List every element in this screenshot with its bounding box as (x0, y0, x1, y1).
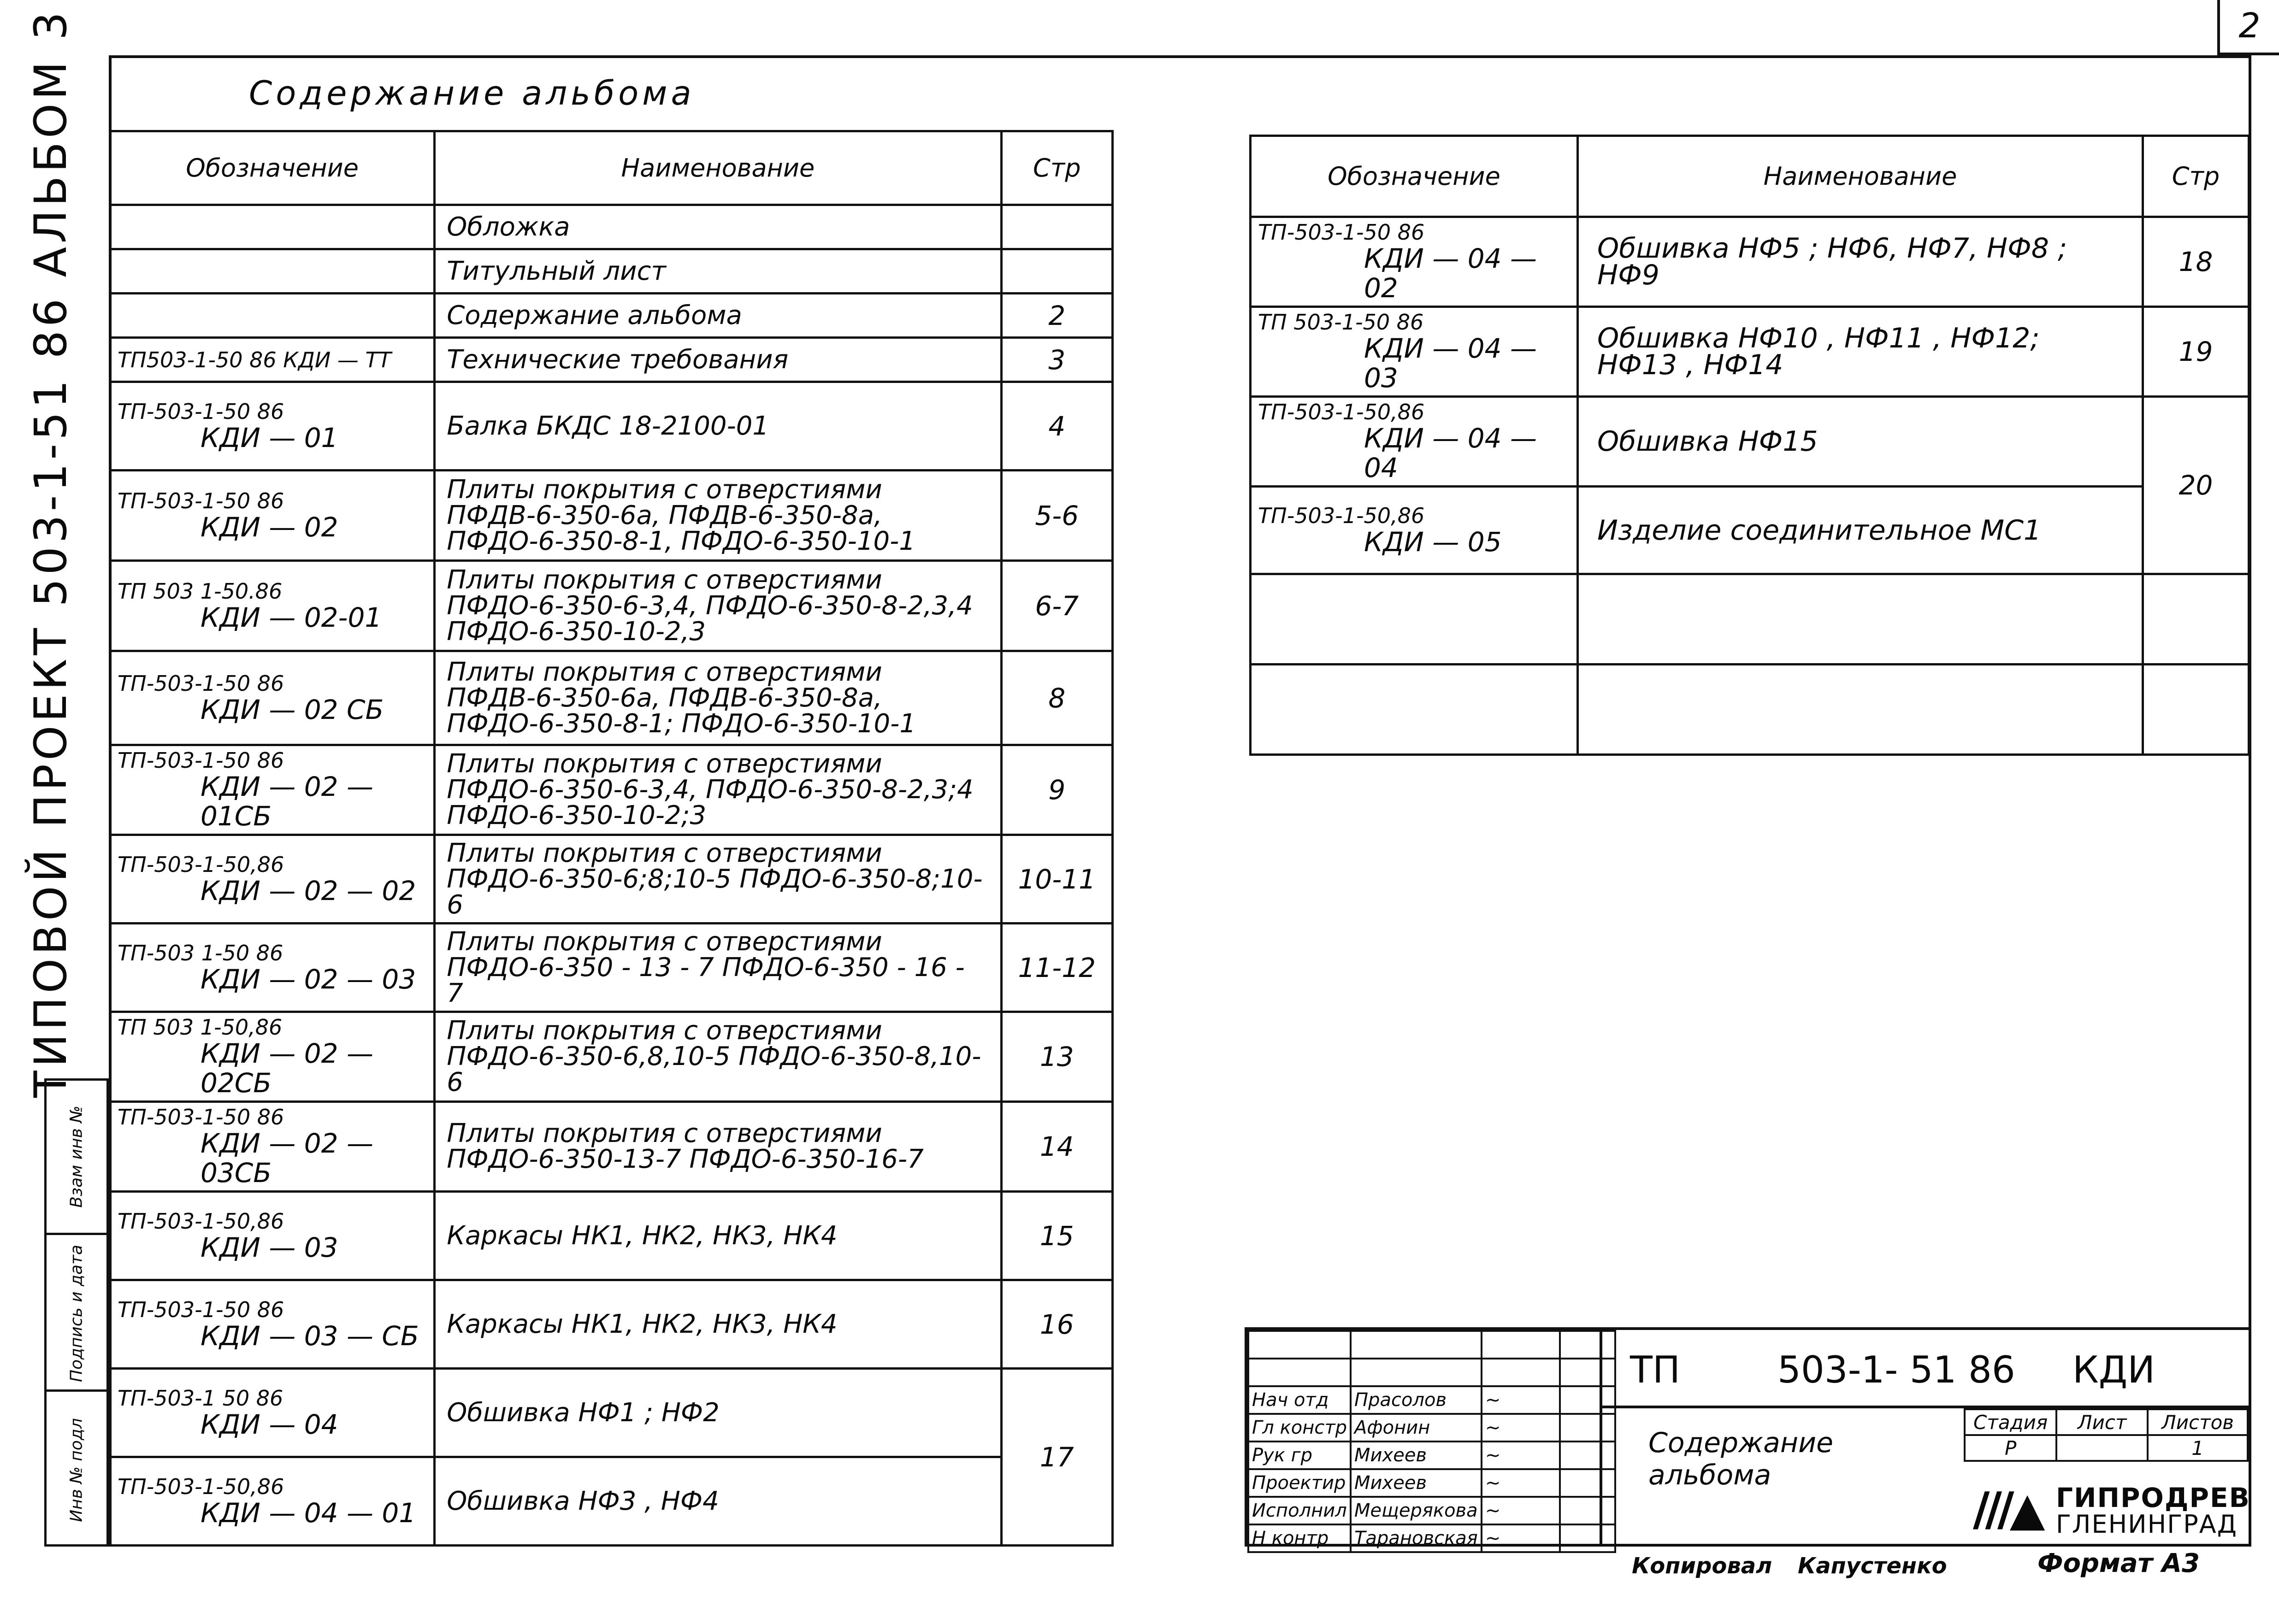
stage-value: Р (1965, 1435, 2056, 1461)
row-code (110, 745, 435, 835)
doc-prefix: ТП (1630, 1348, 1681, 1391)
page-number: 2 (2217, 0, 2279, 55)
row-code (1251, 487, 1578, 574)
code-mark: КДИ — 02 — 03 (201, 963, 416, 995)
row-code (110, 338, 435, 382)
code-mark: КДИ — 04 (201, 1408, 338, 1440)
signature-row (1248, 1386, 1615, 1414)
row-code (110, 1280, 435, 1369)
org-name: ГИПРОДРЕВ (2056, 1482, 2250, 1513)
contents-body-left (110, 205, 1113, 1546)
contents-table-right (1249, 135, 2250, 756)
row-name: Изделие соединительное МС1 (1578, 487, 2143, 574)
row-page (1001, 249, 1112, 294)
signature-row (1248, 1469, 1615, 1497)
row-code (110, 1457, 435, 1546)
row-code (110, 1192, 435, 1280)
row-code (110, 294, 435, 338)
code-mark: КДИ — 01 (201, 422, 338, 453)
row-page: 16 (1001, 1280, 1112, 1369)
signature-row (1248, 1442, 1615, 1469)
row-name: Обшивка НФ5 ; НФ6, НФ7, НФ8 ; НФ9 (1578, 217, 2143, 307)
sheet-title: Содержание альбома (1600, 1408, 1964, 1547)
row-page: 20 (2143, 397, 2249, 574)
signature-name: Михеев (1351, 1442, 1482, 1469)
code-mark: КДИ — 02 СБ (201, 694, 384, 725)
row-page: 2 (1001, 294, 1112, 338)
doc-suffix: КДИ (2072, 1348, 2155, 1391)
row-page (2143, 574, 2249, 665)
code-series: ТП-503-1-50 86 (118, 488, 284, 513)
table-row (1251, 307, 2249, 397)
signature-row (1248, 1359, 1615, 1386)
signature-name: Мещерякова (1351, 1497, 1482, 1524)
code-mark: КДИ — 02 — 01СБ (201, 771, 373, 832)
signature-role: Рук гр (1248, 1442, 1351, 1469)
table-row (110, 338, 1113, 382)
code-mark: КДИ — 04 — 01 (201, 1497, 416, 1529)
code-series: ТП 503 1-50.86 (118, 578, 283, 604)
sheets-label: Листов (2148, 1409, 2248, 1435)
row-code (110, 1102, 435, 1192)
signature-row (1248, 1331, 1615, 1359)
signature-role: Н контр (1248, 1524, 1351, 1552)
header-code: Обозначение (1251, 136, 1578, 217)
stamp-label: Инв № подл (67, 1418, 86, 1522)
header-page: Стр (2143, 136, 2249, 217)
signature-name: Михеев (1351, 1469, 1482, 1497)
signature-role: Проектир (1248, 1469, 1351, 1497)
title-block (1245, 1327, 2251, 1547)
table-row (1251, 574, 2249, 665)
row-page: 3 (1001, 338, 1112, 382)
organization-logo (1964, 1464, 2249, 1547)
table-row (110, 294, 1113, 338)
row-code (110, 561, 435, 651)
row-code (110, 835, 435, 924)
row-code (1251, 217, 1578, 307)
table-row (110, 205, 1113, 249)
row-page: 15 (1001, 1192, 1112, 1280)
table-row (110, 651, 1113, 745)
row-name: Обшивка НФ1 ; НФ2 (435, 1369, 1001, 1457)
table-row (1251, 665, 2249, 755)
table-header-row (110, 131, 1113, 205)
row-page: 18 (2143, 217, 2249, 307)
sheet-value (2056, 1435, 2148, 1461)
signature-name: Афонин (1351, 1414, 1482, 1442)
row-name: Плиты покрытия с отверстиями ПФДО-6-350-6-3,4, ПФДО-6-350-8-2,3;4 ПФДО-6-350-10-2;3 (435, 745, 1001, 835)
row-code (110, 205, 435, 249)
row-code (110, 249, 435, 294)
stage-table (1964, 1408, 2249, 1462)
row-code (110, 924, 435, 1012)
sheet-label: Лист (2056, 1409, 2148, 1435)
signature-row (1248, 1524, 1615, 1552)
row-code (110, 651, 435, 745)
code-series: ТП-503-1-50,86 (118, 852, 284, 877)
row-name: Плиты покрытия с отверстиями ПФДО-6-350-6;8;10-5 ПФДО-6-350-8;10-6 (435, 835, 1001, 924)
row-page: 19 (2143, 307, 2249, 397)
header-name: Наименование (1578, 136, 2143, 217)
stage-label: Стадия (1965, 1409, 2056, 1435)
row-page: 9 (1001, 745, 1112, 835)
document-designation (1600, 1330, 2249, 1408)
table-row (1251, 487, 2249, 574)
signature-sign: ~ (1482, 1497, 1560, 1524)
copied-label: Копировал (1632, 1553, 1772, 1579)
row-page: 13 (1001, 1012, 1112, 1102)
code-series: ТП-503 1-50 86 (118, 940, 283, 965)
stamp-strip (44, 1078, 109, 1547)
table-row (110, 1280, 1113, 1369)
row-page: 5-6 (1001, 471, 1112, 561)
stamp-cell (47, 1081, 106, 1233)
row-name: Обшивка НФ15 (1578, 397, 2143, 487)
row-code (1251, 665, 1578, 755)
row-name: Содержание альбома (435, 294, 1001, 338)
stage-value-row (1965, 1435, 2248, 1461)
signature-row (1248, 1414, 1615, 1442)
code-series: ТП-503-1-50 86 (118, 671, 284, 696)
table-row (110, 1102, 1113, 1192)
code-mark: КДИ — 02 — 02 (201, 875, 416, 906)
row-page: 8 (1001, 651, 1112, 745)
row-code (110, 1012, 435, 1102)
row-code (1251, 574, 1578, 665)
code-series: ТП-503-1-50 86 (118, 399, 284, 424)
row-name: Плиты покрытия с отверстиями ПФДО-6-350-6,8,10-5 ПФДО-6-350-8,10-6 (435, 1012, 1001, 1102)
signature-role: Гл констр (1248, 1414, 1351, 1442)
stage-header-row (1965, 1409, 2248, 1435)
row-code (110, 1369, 435, 1457)
code-series: ТП 503-1-50 86 (1258, 310, 1424, 335)
table-row (110, 1457, 1113, 1546)
row-name: Обшивка НФ10 , НФ11 , НФ12; НФ13 , НФ14 (1578, 307, 2143, 397)
code-series: ТП-503-1-50 86 (118, 748, 284, 773)
code-mark: КДИ — 04 — 03 (1364, 333, 1537, 394)
header-code: Обозначение (110, 131, 435, 205)
sheet-format: Формат А3 (2037, 1548, 2200, 1578)
row-page: 10-11 (1001, 835, 1112, 924)
code-mark: КДИ — 03 (201, 1231, 338, 1263)
signature-sign: ~ (1482, 1442, 1560, 1469)
row-name: Обложка (435, 205, 1001, 249)
row-name: Титульный лист (435, 249, 1001, 294)
code-mark: КДИ — 04 — 02 (1364, 243, 1537, 304)
code-series: ТП 503 1-50,86 (118, 1015, 283, 1040)
sheets-value: 1 (2148, 1435, 2248, 1461)
logo-mark-icon: ///▲ (1973, 1482, 2041, 1536)
row-page: 17 (1001, 1369, 1112, 1546)
code-series: ТП-503-1-50,86 (118, 1208, 284, 1234)
table-row (110, 471, 1113, 561)
row-name: Плиты покрытия с отверстиями ПФДО-6-350 - 13 - 7 ПФДО-6-350 - 16 - 7 (435, 924, 1001, 1012)
row-page: 14 (1001, 1102, 1112, 1192)
code-mark: КДИ — 05 (1364, 526, 1502, 558)
row-name: Плиты покрытия с отверстиями ПФДВ-6-350-6а, ПФДВ-6-350-8а, ПФДО-6-350-8-1, ПФДО-6-350-10-1 (435, 471, 1001, 561)
signature-sign: ~ (1482, 1386, 1560, 1414)
row-name: Плиты покрытия с отверстиями ПФДО-6-350-6-3,4, ПФДО-6-350-8-2,3,4 ПФДО-6-350-10-2,3 (435, 561, 1001, 651)
row-name: Обшивка НФ3 , НФ4 (435, 1457, 1001, 1546)
row-name: Технические требования (435, 338, 1001, 382)
row-name (1578, 665, 2143, 755)
vertical-project-title: ТИПОВОЙ ПРОЕКТ 503-1-51 86 АЛЬБОМ 3 (25, 8, 77, 1098)
code-mark: КДИ — 02 — 03СБ (201, 1128, 373, 1189)
table-row (110, 835, 1113, 924)
doc-number: 503-1- 51 86 (1777, 1348, 2015, 1391)
copied-name: Капустенко (1798, 1553, 1947, 1579)
stamp-label: Подпись и дата (67, 1244, 86, 1383)
row-code (1251, 397, 1578, 487)
code-series: ТП-503-1-50,86 (118, 1474, 284, 1499)
table-row (110, 1192, 1113, 1280)
code-series: ТП-503-1-50 86 (118, 1297, 284, 1322)
table-row (110, 382, 1113, 471)
row-page: 4 (1001, 382, 1112, 471)
table-row (110, 1369, 1113, 1457)
signature-sign: ~ (1482, 1469, 1560, 1497)
row-name: Каркасы НК1, НК2, НК3, НК4 (435, 1192, 1001, 1280)
code-mark: КДИ — 02 (201, 511, 338, 543)
code-series: ТП503-1-50 86 КДИ — ТТ (118, 347, 391, 372)
code-series: ТП-503-1-50 86 (1258, 220, 1425, 245)
signature-sign: ~ (1482, 1414, 1560, 1442)
stamp-cell (47, 1233, 106, 1392)
code-series: ТП-503-1 50 86 (118, 1385, 283, 1411)
row-name: Балка БКДС 18-2100-01 (435, 382, 1001, 471)
table-row (110, 561, 1113, 651)
row-page (1001, 205, 1112, 249)
signature-sign: ~ (1482, 1524, 1560, 1552)
code-mark: КДИ — 04 — 04 (1364, 423, 1537, 483)
row-code (110, 471, 435, 561)
code-series: ТП-503-1-50,86 (1258, 400, 1425, 424)
row-name: Плиты покрытия с отверстиями ПФДВ-6-350-6а, ПФДВ-6-350-8а, ПФДО-6-350-8-1; ПФДО-6-350-10-1 (435, 651, 1001, 745)
table-row (110, 249, 1113, 294)
header-name: Наименование (435, 131, 1001, 205)
table-header-row (1251, 136, 2249, 217)
contents-body-right (1251, 217, 2249, 755)
org-city: ГЛЕНИНГРАД (2056, 1510, 2238, 1539)
code-mark: КДИ — 02 — 02СБ (201, 1038, 373, 1099)
signature-name: Прасолов (1351, 1386, 1482, 1414)
code-mark: КДИ — 02-01 (201, 601, 382, 633)
signature-name: Тарановская (1351, 1524, 1482, 1552)
row-code (1251, 307, 1578, 397)
table-row (110, 1012, 1113, 1102)
code-mark: КДИ — 03 — СБ (201, 1320, 419, 1352)
code-series: ТП-503-1-50 86 (118, 1105, 284, 1130)
stamp-cell (47, 1389, 106, 1548)
row-code (110, 382, 435, 471)
code-series: ТП-503-1-50,86 (1258, 503, 1425, 528)
row-page: 6-7 (1001, 561, 1112, 651)
row-name (1578, 574, 2143, 665)
contents-table-left (109, 130, 1114, 1547)
row-page (2143, 665, 2249, 755)
signature-row (1248, 1497, 1615, 1524)
margin-title (5, 8, 97, 1098)
signature-role: Нач отд (1248, 1386, 1351, 1414)
table-row (110, 924, 1113, 1012)
contents-title: Содержание альбома (249, 74, 695, 112)
row-name: Плиты покрытия с отверстиями ПФДО-6-350-13-7 ПФДО-6-350-16-7 (435, 1102, 1001, 1192)
signature-table (1247, 1330, 1616, 1553)
stamp-label: Взам инв № (67, 1106, 86, 1208)
table-row (1251, 397, 2249, 487)
row-page: 11-12 (1001, 924, 1112, 1012)
table-row (1251, 217, 2249, 307)
header-page: Стр (1001, 131, 1112, 205)
signature-role: Исполнил (1248, 1497, 1351, 1524)
row-name: Каркасы НК1, НК2, НК3, НК4 (435, 1280, 1001, 1369)
table-row (110, 745, 1113, 835)
